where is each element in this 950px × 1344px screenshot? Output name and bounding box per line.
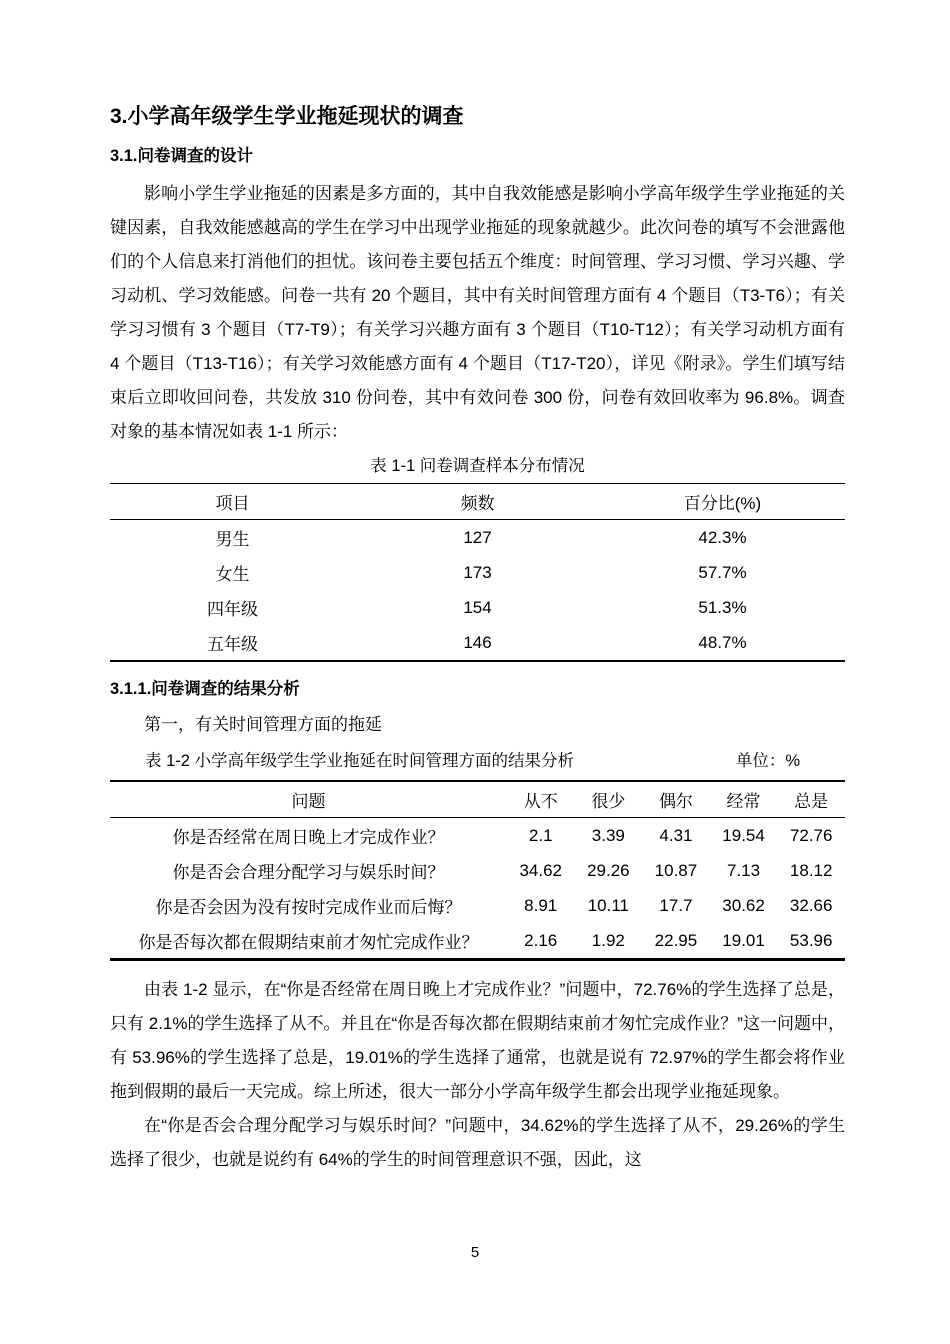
paragraph-survey-design: 影响小学生学业拖延的因素是多方面的，其中自我效能感是影响小学高年级学生学业拖延的关键因素，自我效能感越高的学生在学习中出现学业拖延的现象就越少。此次问卷的填写不会泄露他们的个人信息来打消他们的担忧。该问卷主要包括五个维度：时间管理、学习习惯、学习兴趣、学习动机、学习效能感。问卷一共有 20 个题目，其中有关时间管理方面有 4 个题目（T3-T6）；有关学习习惯有 3 个题目（T7-T9）；有关学习兴趣方面有 3 个题目（T10-T12）；有关学习动机方面有 4 个题目（T13-T16）；有关学习效能感方面有 4 个题目（T17-T20），详见《附录》。学生们填写结束后立即收回问卷，共发放 310 份问卷，其中有效问卷 300 份，问卷有效回收率为 96.8%。调查对象的基本情况如表 1-1 所示： <box>110 184 845 441</box>
table2-header-rarely: 很少 <box>575 781 643 818</box>
time-management-results-table <box>110 780 845 961</box>
paragraph-analysis-2: 在“你是否会合理分配学习与娱乐时间？”问题中，34.62%的学生选择了从不，29.26%的学生选择了很少，也就是说约有 64%的学生的时间管理意识不强，因此，这 <box>110 1116 845 1169</box>
table2-question: 你是否每次都在假期结束前才匆忙完成作业？ <box>138 933 479 952</box>
page-content <box>110 103 845 1177</box>
table-row <box>110 853 845 888</box>
table1-cell: 51.3% <box>698 597 747 617</box>
table2-value: 34.62 <box>519 860 562 880</box>
table2-value: 53.96 <box>789 930 833 950</box>
table2-value: 19.01 <box>722 930 765 950</box>
table-row <box>110 625 845 661</box>
table2-value: 29.26 <box>587 860 630 880</box>
table2-header-often: 经常 <box>710 781 778 818</box>
table2-header-never: 从不 <box>507 781 575 818</box>
table1-header-item: 项目 <box>110 484 355 520</box>
table2-caption-row <box>110 748 845 774</box>
table1-header-frequency: 频数 <box>355 484 600 520</box>
table2-value: 7.13 <box>727 860 761 880</box>
table1-header-percentage: 百分比(%) <box>600 484 845 520</box>
table2-value: 18.12 <box>789 860 833 880</box>
table1-cell: 五年级 <box>207 635 258 654</box>
table2-question: 你是否经常在周日晚上才完成作业？ <box>172 828 445 847</box>
table2-header-occasionally: 偶尔 <box>642 781 710 818</box>
table2-value: 10.87 <box>654 860 698 880</box>
paragraph-analysis-1: 由表 1-2 显示，在“你是否经常在周日晚上才完成作业？”问题中，72.76%的学生选择了总是，只有 2.1%的学生选择了从不。并且在“你是否每次都在假期结束前才匆忙完成作业？”这一问题中，有 53.96%的学生选择了总是，19.01%的学生选择了通常，也就是说有 72.97%的学生都会将作业拖到假期的最后一天完成。综上所述，很大一部分小学高年级学生都会出现学业拖延现象。 <box>110 980 845 1101</box>
table1-header-row <box>110 484 845 520</box>
table-row <box>110 520 845 556</box>
table2-value: 22.95 <box>654 930 698 950</box>
table2-value: 3.39 <box>591 825 625 845</box>
table2-unit-label: 单位：% <box>735 752 800 770</box>
table-row <box>110 555 845 590</box>
table2-header-always: 总是 <box>777 781 845 818</box>
table1-cell: 女生 <box>215 565 250 584</box>
table1-cell: 48.7% <box>698 632 747 652</box>
subsubsection-heading: 3.1.1.问卷调查的结果分析 <box>110 680 300 698</box>
table1-cell: 57.7% <box>698 562 747 582</box>
table2-question: 你是否会合理分配学习与娱乐时间？ <box>172 863 445 882</box>
table1-caption: 表 1-1 问卷调查样本分布情况 <box>370 457 585 475</box>
table1-cell: 154 <box>463 597 492 617</box>
table2-question: 你是否会因为没有按时完成作业而后悔？ <box>155 898 462 917</box>
subsection-heading: 3.1.问卷调查的设计 <box>110 147 254 165</box>
table2-value: 2.16 <box>524 930 558 950</box>
table-row <box>110 888 845 923</box>
table1-cell: 146 <box>463 632 492 652</box>
table2-value: 19.54 <box>722 825 765 845</box>
table1-cell: 173 <box>463 562 492 582</box>
table2-value: 32.66 <box>789 895 833 915</box>
table-row <box>110 590 845 625</box>
table2-header-question: 问题 <box>110 781 507 818</box>
table-row <box>110 923 845 960</box>
section-heading: 3.小学高年级学生学业拖延现状的调查 <box>110 105 464 128</box>
table2-value: 72.76 <box>789 825 833 845</box>
table2-value: 4.31 <box>659 825 693 845</box>
table2-value: 30.62 <box>722 895 765 915</box>
table2-caption: 表 1-2 小学高年级学生学业拖延在时间管理方面的结果分析 <box>145 752 575 770</box>
page-number: 5 <box>470 1244 480 1261</box>
table-row <box>110 818 845 854</box>
table1-cell: 男生 <box>215 530 250 549</box>
table1-cell: 四年级 <box>207 600 258 619</box>
table2-header-row <box>110 781 845 818</box>
sample-distribution-table <box>110 483 845 662</box>
table2-value: 8.91 <box>524 895 558 915</box>
table2-value: 10.11 <box>587 895 629 915</box>
table1-cell: 42.3% <box>698 527 747 547</box>
table2-value: 17.7 <box>659 895 693 915</box>
table2-value: 2.1 <box>528 825 553 845</box>
table1-cell: 127 <box>463 527 492 547</box>
table2-value: 1.92 <box>591 930 625 950</box>
paragraph-first-point: 第一，有关时间管理方面的拖延 <box>144 715 382 734</box>
